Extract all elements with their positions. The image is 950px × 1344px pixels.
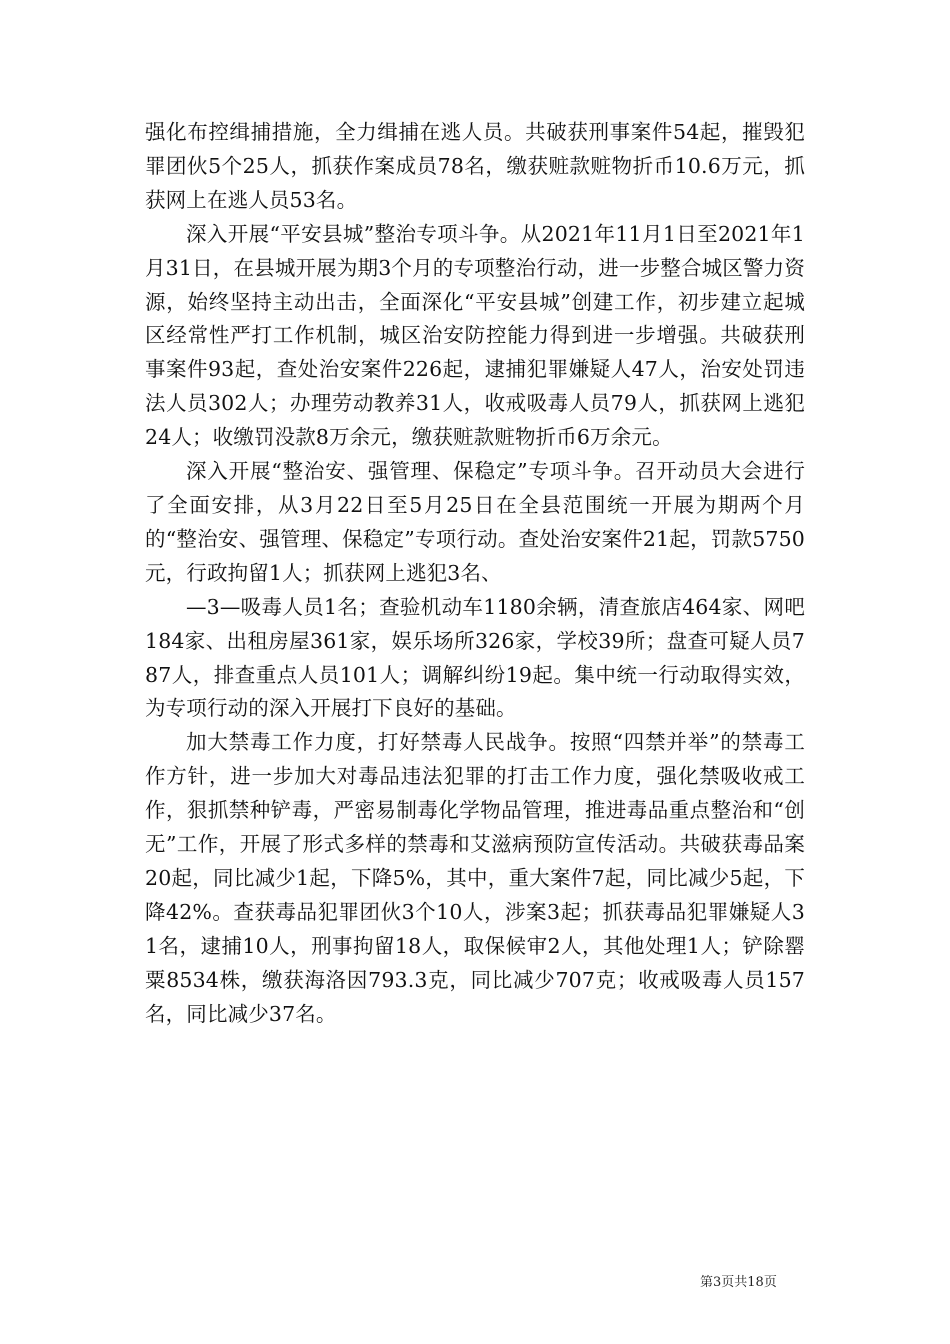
paragraph-safe-county: 深入开展“平安县城”整治专项斗争。从2021年11月1日至2021年1月31日，在县城开展为期3个月的专项整治行动，进一步整合城区警力资源，始终坚持主动出击，全面深化“平安县城”创建工作，初步建立起城区经常性严打工作机制，城区治安防控能力得到进一步增强。共破获刑事案件93起，查处治安案件226起，逮捕犯罪嫌疑人47人，治安处罚违法人员302人；办理劳动教养31人，收戒吸毒人员79人，抓获网上逃犯24人；收缴罚没款8万余元，缴获赃款赃物折币6万余元。 xyxy=(145,221,805,450)
paragraph-public-order-campaign: 深入开展“整治安、强管理、保稳定”专项斗争。召开动员大会进行了全面安排，从3月22日至5月25日在全县范围统一开展为期两个月的“整治安、强管理、保稳定”专项行动。查处治安案件21起，罚款5750元，行政拘留1人；抓获网上逃犯3名、 xyxy=(145,459,805,585)
paragraph-manhunt: 强化布控缉捕措施，全力缉捕在逃人员。共破获刑事案件54起，摧毁犯罪团伙5个25人，抓获作案成员78名，缴获赃款赃物折币10.6万元，抓获网上在逃人员53名。 xyxy=(145,120,805,212)
document-body xyxy=(145,116,805,1031)
paragraph-inspection-results: —3—吸毒人员1名；查验机动车1180余辆，清查旅店464家、网吧184家、出租房屋361家，娱乐场所326家，学校39所；盘查可疑人员787人，排查重点人员101人；调解纠纷19起。集中统一行动取得实效，为专项行动的深入开展打下良好的基础。 xyxy=(145,594,805,721)
page-number: 第3页共18页 xyxy=(700,1275,777,1290)
paragraph-anti-drug: 加大禁毒工作力度，打好禁毒人民战争。按照“四禁并举”的禁毒工作方针，进一步加大对毒品违法犯罪的打击工作力度，强化禁吸收戒工作，狠抓禁种铲毒，严密易制毒化学物品管理，推进毒品重点整治和“创无”工作，开展了形式多样的禁毒和艾滋病预防宣传活动。共破获毒品案20起，同比减少1起，下降5%，其中，重大案件7起，同比减少5起，下降42%。查获毒品犯罪团伙3个10人，涉案3起；抓获毒品犯罪嫌疑人31名，逮捕10人，刑事拘留18人，取保候审2人，其他处理1人；铲除罂粟8534株，缴获海洛因793.3克，同比减少707克；收戒吸毒人员157名，同比减少37名。 xyxy=(145,730,805,1026)
